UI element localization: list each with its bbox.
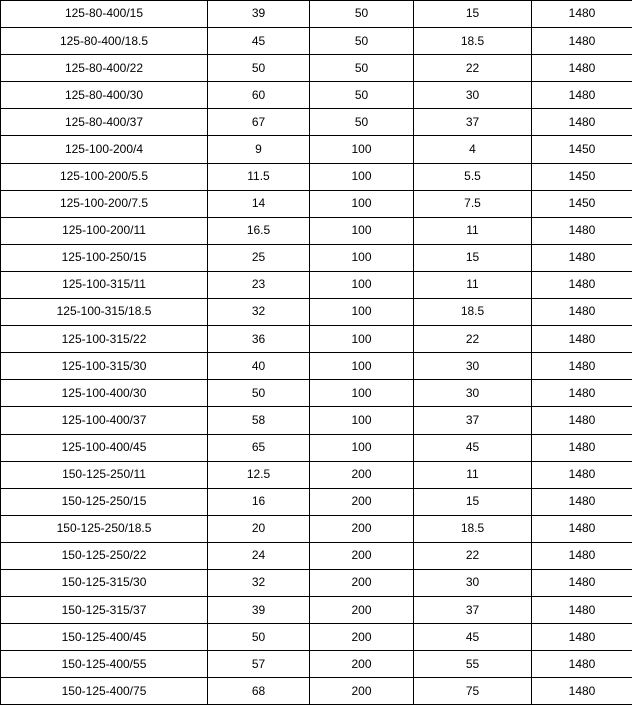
cell-model: 150-125-400/55 [1, 651, 208, 678]
cell-model: 125-100-400/30 [1, 380, 208, 407]
table-row [1, 1, 632, 28]
cell-model: 150-125-400/45 [1, 624, 208, 651]
table-row [1, 380, 632, 407]
cell-flow: 67 [208, 109, 310, 136]
cell-power: 15 [414, 488, 532, 515]
table-row [1, 651, 632, 678]
cell-head: 200 [310, 624, 414, 651]
cell-power: 55 [414, 651, 532, 678]
cell-flow: 16.5 [208, 217, 310, 244]
cell-head: 100 [310, 407, 414, 434]
cell-head: 100 [310, 163, 414, 190]
cell-power: 37 [414, 407, 532, 434]
cell-model: 150-125-250/11 [1, 461, 208, 488]
cell-speed: 1480 [532, 55, 632, 82]
cell-flow: 24 [208, 542, 310, 569]
cell-model: 125-100-200/7.5 [1, 190, 208, 217]
cell-model: 125-100-315/22 [1, 326, 208, 353]
cell-power: 37 [414, 597, 532, 624]
cell-power: 11 [414, 461, 532, 488]
cell-power: 30 [414, 380, 532, 407]
table-row [1, 597, 632, 624]
cell-flow: 14 [208, 190, 310, 217]
cell-model: 125-100-400/45 [1, 434, 208, 461]
cell-head: 100 [310, 244, 414, 271]
cell-model: 150-125-250/22 [1, 542, 208, 569]
cell-speed: 1450 [532, 163, 632, 190]
cell-model: 150-125-315/30 [1, 569, 208, 596]
cell-power: 75 [414, 678, 532, 705]
cell-model: 150-125-250/18.5 [1, 515, 208, 542]
cell-flow: 16 [208, 488, 310, 515]
cell-head: 100 [310, 326, 414, 353]
cell-flow: 20 [208, 515, 310, 542]
table-row [1, 163, 632, 190]
cell-power: 18.5 [414, 28, 532, 55]
cell-power: 18.5 [414, 299, 532, 326]
cell-power: 18.5 [414, 515, 532, 542]
table-row [1, 407, 632, 434]
cell-model: 125-100-200/11 [1, 217, 208, 244]
cell-flow: 68 [208, 678, 310, 705]
cell-speed: 1480 [532, 651, 632, 678]
cell-speed: 1480 [532, 82, 632, 109]
cell-speed: 1480 [532, 678, 632, 705]
cell-head: 100 [310, 380, 414, 407]
cell-flow: 23 [208, 271, 310, 298]
cell-head: 200 [310, 569, 414, 596]
cell-model: 125-100-315/18.5 [1, 299, 208, 326]
table-row [1, 244, 632, 271]
cell-head: 100 [310, 299, 414, 326]
cell-model: 125-80-400/37 [1, 109, 208, 136]
cell-speed: 1450 [532, 190, 632, 217]
cell-model: 125-100-200/5.5 [1, 163, 208, 190]
table-row [1, 488, 632, 515]
cell-head: 50 [310, 82, 414, 109]
cell-model: 150-125-400/75 [1, 678, 208, 705]
cell-power: 37 [414, 109, 532, 136]
table-row [1, 353, 632, 380]
table-row [1, 515, 632, 542]
cell-head: 200 [310, 542, 414, 569]
cell-power: 30 [414, 569, 532, 596]
cell-head: 100 [310, 217, 414, 244]
table-row [1, 190, 632, 217]
table-row [1, 326, 632, 353]
cell-speed: 1480 [532, 461, 632, 488]
cell-head: 200 [310, 597, 414, 624]
cell-speed: 1480 [532, 515, 632, 542]
cell-power: 11 [414, 217, 532, 244]
cell-head: 100 [310, 271, 414, 298]
table-row [1, 109, 632, 136]
cell-flow: 32 [208, 299, 310, 326]
cell-speed: 1480 [532, 624, 632, 651]
cell-flow: 65 [208, 434, 310, 461]
cell-speed: 1480 [532, 271, 632, 298]
cell-power: 4 [414, 136, 532, 163]
cell-power: 15 [414, 244, 532, 271]
table-body [1, 1, 632, 705]
cell-speed: 1480 [532, 1, 632, 28]
cell-power: 5.5 [414, 163, 532, 190]
cell-power: 7.5 [414, 190, 532, 217]
cell-head: 100 [310, 136, 414, 163]
cell-flow: 50 [208, 55, 310, 82]
cell-speed: 1480 [532, 299, 632, 326]
cell-speed: 1480 [532, 488, 632, 515]
cell-flow: 39 [208, 1, 310, 28]
cell-power: 15 [414, 1, 532, 28]
cell-power: 11 [414, 271, 532, 298]
cell-speed: 1480 [532, 380, 632, 407]
cell-flow: 50 [208, 624, 310, 651]
cell-flow: 12.5 [208, 461, 310, 488]
cell-head: 50 [310, 109, 414, 136]
cell-speed: 1480 [532, 109, 632, 136]
cell-flow: 60 [208, 82, 310, 109]
cell-model: 125-100-315/30 [1, 353, 208, 380]
cell-power: 30 [414, 353, 532, 380]
table-row [1, 678, 632, 705]
cell-head: 200 [310, 515, 414, 542]
cell-model: 125-100-400/37 [1, 407, 208, 434]
cell-flow: 57 [208, 651, 310, 678]
cell-speed: 1480 [532, 407, 632, 434]
cell-speed: 1480 [532, 353, 632, 380]
cell-model: 125-100-250/15 [1, 244, 208, 271]
table-row [1, 569, 632, 596]
cell-model: 125-80-400/30 [1, 82, 208, 109]
cell-head: 100 [310, 190, 414, 217]
cell-flow: 9 [208, 136, 310, 163]
cell-head: 200 [310, 651, 414, 678]
cell-flow: 40 [208, 353, 310, 380]
cell-speed: 1480 [532, 326, 632, 353]
cell-flow: 25 [208, 244, 310, 271]
cell-model: 125-100-315/11 [1, 271, 208, 298]
cell-head: 200 [310, 678, 414, 705]
cell-flow: 45 [208, 28, 310, 55]
cell-head: 50 [310, 28, 414, 55]
cell-speed: 1480 [532, 569, 632, 596]
table-row [1, 82, 632, 109]
cell-model: 125-80-400/22 [1, 55, 208, 82]
cell-speed: 1480 [532, 217, 632, 244]
table-row [1, 271, 632, 298]
cell-power: 22 [414, 55, 532, 82]
cell-model: 125-100-200/4 [1, 136, 208, 163]
cell-flow: 32 [208, 569, 310, 596]
cell-power: 45 [414, 624, 532, 651]
cell-power: 30 [414, 82, 532, 109]
cell-power: 22 [414, 326, 532, 353]
cell-head: 50 [310, 1, 414, 28]
cell-speed: 1480 [532, 597, 632, 624]
cell-head: 50 [310, 55, 414, 82]
cell-model: 125-80-400/15 [1, 1, 208, 28]
cell-power: 45 [414, 434, 532, 461]
table-row [1, 136, 632, 163]
cell-model: 150-125-250/15 [1, 488, 208, 515]
cell-flow: 11.5 [208, 163, 310, 190]
cell-speed: 1480 [532, 434, 632, 461]
table-row [1, 542, 632, 569]
cell-head: 200 [310, 488, 414, 515]
cell-speed: 1480 [532, 542, 632, 569]
table-row [1, 217, 632, 244]
table-row [1, 434, 632, 461]
cell-speed: 1480 [532, 244, 632, 271]
cell-flow: 39 [208, 597, 310, 624]
cell-head: 100 [310, 353, 414, 380]
cell-flow: 50 [208, 380, 310, 407]
cell-speed: 1480 [532, 28, 632, 55]
cell-power: 22 [414, 542, 532, 569]
cell-head: 100 [310, 434, 414, 461]
cell-head: 200 [310, 461, 414, 488]
table-row [1, 461, 632, 488]
table-row [1, 28, 632, 55]
cell-flow: 58 [208, 407, 310, 434]
cell-model: 125-80-400/18.5 [1, 28, 208, 55]
cell-model: 150-125-315/37 [1, 597, 208, 624]
cell-flow: 36 [208, 326, 310, 353]
table-row [1, 624, 632, 651]
table-row [1, 55, 632, 82]
cell-speed: 1450 [532, 136, 632, 163]
table-row [1, 299, 632, 326]
